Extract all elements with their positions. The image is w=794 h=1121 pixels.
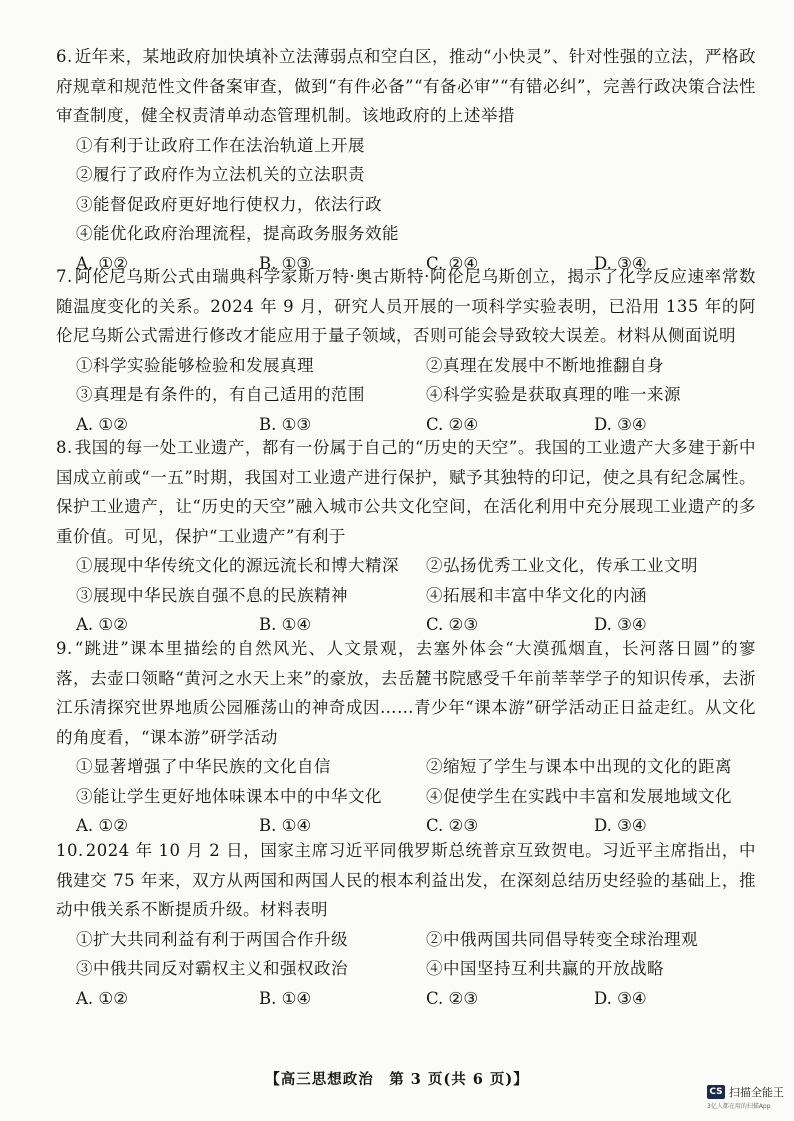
option-1: ①扩大共同利益有利于两国合作升级 [76,929,348,949]
option-2: ②弘扬优秀工业文化，传承工业文明 [426,556,698,575]
scanner-tagline: 3亿人都在用的扫描App [707,1103,771,1110]
option-3: ③真理是有条件的，有自己适用的范围 [76,385,365,404]
option-row [56,351,756,381]
option-3: ③能让学生更好地体味课本中的中华文化 [76,786,382,806]
option-3: ③能督促政府更好地行使权力，依法行政 [76,194,382,214]
choice-b: B. ①③ [259,414,312,434]
option-2: ②缩短了学生与课本中出现的文化的距离 [426,757,732,776]
option-4: ④科学实验是获取真理的唯一来源 [426,385,681,404]
option-4: ④促使学生在实践中丰富和发展地域文化 [426,786,732,806]
question-number: 8. [56,438,73,457]
question-8 [56,433,756,640]
choice-d: D. ③④ [594,414,647,434]
question-stem: 6. 近年来，某地政府加快填补立法薄弱点和空白区，推动“小快灵”、针对性强的立法，严格政府规章和规范性文件备案审查，做到“有件必备”“有备必审”“有错必纠”，完善行政决策合法性审查制度，健全权责清单动态管理机制。该地政府的上述举措 [56,47,756,125]
option-4: ④拓展和丰富中华文化的内涵 [426,585,647,605]
choice-a: A. ①② [76,988,128,1008]
choice-a: A. ①② [76,253,128,273]
scanner-watermark [707,1084,784,1100]
option-1: ①显著增强了中华民族的文化自信 [76,757,331,776]
choice-d: D. ③④ [594,988,647,1008]
option-1: ①有利于让政府工作在法治轨道上开展 [76,135,365,155]
option-1: ①科学实验能够检验和发展真理 [76,355,314,375]
option-2: ②履行了政府作为立法机关的立法职责 [76,165,365,184]
choice-c: C. ②③ [426,988,479,1008]
option-row [56,925,756,955]
choice-d: D. ③④ [594,816,647,835]
question-number: 6. [56,47,73,66]
question-number: 9. [56,639,73,658]
question-stem: 9. “跳进”课本里描绘的自然风光、人文景观，去塞外体会“大漠孤烟直，长河落日圆”的寥落，去壶口领略“黄河之水天上来”的豪放，去岳麓书院感受千年前莘莘学子的知识传承，去浙江乐清探究世界地质公园雁荡山的神奇成因……青少年“课本游”研学活动正日益走红。从文化的角度看，“课本游”研学活动 [56,639,756,747]
option-1: ①展现中华传统文化的源远流长和博大精深 [76,556,399,575]
option-row [56,581,756,611]
choice-c: C. ②④ [426,253,479,273]
question-6 [56,42,756,278]
camscanner-logo-icon: CS [707,1085,725,1099]
question-stem: 8. 我国的每一处工业遗产，都有一份属于自己的“历史的天空”。我国的工业遗产大多建于新中国成立前或“一五”时期，我国对工业遗产进行保护，赋予其独特的印记，使之具有纪念属性。保护工业遗产，让“历史的天空”融入城市公共文化空间，在活化利用中充分展现工业遗产的多重价值。可见，保护“工业遗产”有利于 [56,438,756,546]
option-3: ③展现中华民族自强不息的民族精神 [76,585,348,605]
option-2: ②真理在发展中不断地推翻自身 [426,355,664,375]
choice-c: C. ②④ [426,414,479,434]
answer-choices [56,984,756,1014]
choice-b: B. ①③ [259,253,312,273]
option-3: ③中俄共同反对霸权主义和强权政治 [76,959,348,978]
question-number: 7. [56,267,73,286]
question-stem: 10. 2024 年 10 月 2 日，国家主席习近平同俄罗斯总统普京互致贺电。习近平主席指出，中俄建交 75 年来，双方从两国和两国人民的根本利益出发，在深刻总结历史经验的基础上，推动中俄关系不断提质升级。材料表明 [56,841,756,919]
choice-c: C. ②③ [426,615,479,634]
choice-a: A. ①② [76,414,128,434]
page-footer: 【高三思想政治 第 3 页(共 6 页)】 [265,1071,529,1088]
option-row [56,782,756,812]
choice-b: B. ①④ [259,988,312,1008]
choice-b: B. ①④ [259,816,312,835]
option-4: ④能优化政府治理流程，提高政务服务效能 [76,224,399,243]
question-9 [56,634,756,841]
question-number: 10. [56,841,84,860]
scanner-app-name: 扫描全能王 [729,1086,784,1099]
option-row [56,380,756,410]
option-4: ④中国坚持互利共赢的开放战略 [426,959,664,978]
choice-a: A. ①② [76,615,128,634]
choice-c: C. ②③ [426,816,479,835]
question-stem: 7. 阿伦尼乌斯公式由瑞典科学家斯万特·奥古斯特·阿伦尼乌斯创立，揭示了化学反应速率常数随温度变化的关系。2024 年 9 月，研究人员开展的一项科学实验表明，已沿用 135 年的阿伦尼乌斯公式需进行修改才能应用于量子领域，否则可能会导致较大误差。材料从侧面说明 [56,267,756,345]
option-row [56,752,756,782]
option-row [56,551,756,581]
option-2: ②中俄两国共同倡导转变全球治理观 [426,929,698,949]
choice-b: B. ①④ [259,615,312,634]
choice-d: D. ③④ [594,615,647,634]
choice-d: D. ③④ [594,253,647,273]
question-7 [56,262,756,439]
question-10 [56,836,756,1013]
choice-a: A. ①② [76,816,128,835]
option-row [56,954,756,984]
